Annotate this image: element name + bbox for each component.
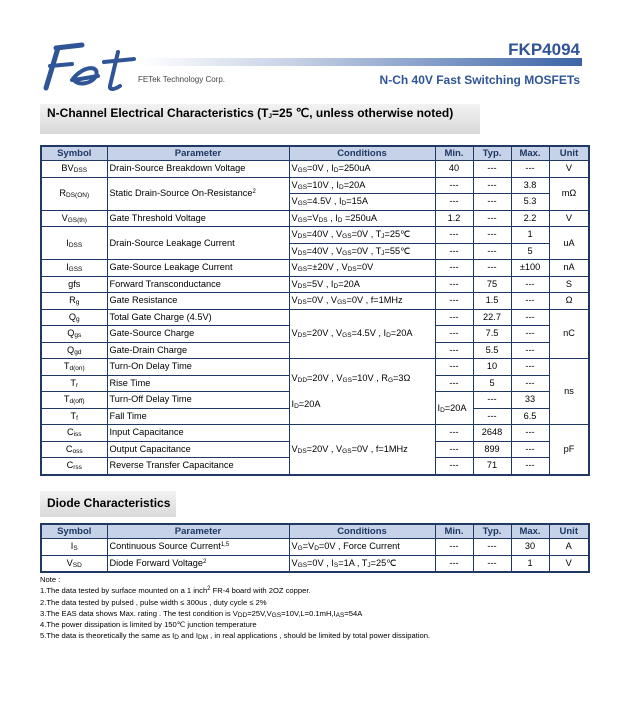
- min-cell: ---: [435, 539, 473, 556]
- unit-cell: V: [549, 555, 589, 572]
- min-cell: ---: [435, 177, 473, 194]
- parameter-cell: Static Drain-Source On-Resistance$^2$: [107, 177, 289, 210]
- parameter-cell: Rise Time: [107, 375, 289, 392]
- note-item: 3.The EAS data shows Max. rating . The test condition is $V_{DD}=25V,V_{GS}=10V,L=0.1mH,I_{AS}=54A$: [40, 608, 363, 619]
- parameter-cell: Fall Time: [107, 408, 289, 425]
- parameter-cell: Output Capacitance: [107, 441, 289, 458]
- table-row: [41, 276, 589, 293]
- typ-cell: 75: [473, 276, 511, 293]
- min-cell: 1.2: [435, 210, 473, 227]
- min-cell: ---: [435, 243, 473, 260]
- max-cell: 1: [511, 227, 549, 244]
- conditions-cell: $V_{GS}=\pm 20V$ , $V_{DS}=0V$: [289, 260, 435, 277]
- conditions-cell: $V_{DS}=20V$ , $V_{GS}=4.5V$ , $I_D=20A$: [289, 309, 435, 359]
- unit-cell: pF: [549, 425, 589, 475]
- symbol-cell: $Q_{gs}$: [41, 326, 107, 343]
- min-cell: 40: [435, 161, 473, 178]
- table-row: [41, 293, 589, 310]
- note-item: 2.The data tested by pulsed , pulse width ≤ 300us , duty cycle ≤ 2%: [40, 597, 267, 607]
- max-cell: ---: [511, 326, 549, 343]
- table-row: [41, 539, 589, 556]
- min-cell: ---: [435, 375, 473, 392]
- table-row: [41, 260, 589, 277]
- parameter-cell: Gate-Drain Charge: [107, 342, 289, 359]
- typ-cell: ---: [473, 539, 511, 556]
- symbol-cell: gfs: [41, 276, 107, 293]
- max-cell: ---: [511, 359, 549, 376]
- company-name: FETek Technology Corp.: [138, 75, 226, 84]
- table-row: [41, 359, 589, 376]
- conditions-cell: $V_{GS}=10V$ , $I_D=20A$: [289, 177, 435, 194]
- column-header: Unit: [549, 146, 589, 161]
- column-header: Max.: [511, 146, 549, 161]
- conditions-cell: $V_{DS}=40V$ , $V_{GS}=0V$ , $T_J=55℃$: [289, 243, 435, 260]
- unit-cell: A: [549, 539, 589, 556]
- min-cell: ---: [435, 276, 473, 293]
- device-subtitle: N-Ch 40V Fast Switching MOSFETs: [379, 73, 580, 87]
- parameter-cell: Input Capacitance: [107, 425, 289, 442]
- table-row: [41, 425, 589, 442]
- parameter-cell: Diode Forward Voltage$^2$: [107, 555, 289, 572]
- max-cell: 5: [511, 243, 549, 260]
- conditions-cell: $V_{GS}=4.5V$ , $I_D=15A$: [289, 194, 435, 211]
- electrical-section-title: N-Channel Electrical Characteristics ($T_J=25$ ℃, unless otherwise noted): [47, 106, 454, 120]
- max-cell: ±100: [511, 260, 549, 277]
- table-row: [41, 177, 589, 194]
- parameter-cell: Drain-Source Breakdown Voltage: [107, 161, 289, 178]
- typ-cell: ---: [473, 260, 511, 277]
- column-header: Unit: [549, 524, 589, 539]
- parameter-cell: Gate Threshold Voltage: [107, 210, 289, 227]
- parameter-cell: Continuous Source Current$^{1,5}$: [107, 539, 289, 556]
- symbol-cell: $Q_g$: [41, 309, 107, 326]
- electrical-characteristics-table: [40, 145, 590, 476]
- column-header: Parameter: [107, 146, 289, 161]
- part-number: FKP4094: [508, 40, 580, 59]
- max-cell: 1: [511, 555, 549, 572]
- note-item: 1.The data tested by surface mounted on a 1 inch$^2$ FR-4 board with 2OZ copper.: [40, 586, 311, 596]
- min-cell: ---: [435, 359, 473, 376]
- typ-cell: ---: [473, 161, 511, 178]
- note-item: 4.The power dissipation is limited by 150℃ junction temperature: [40, 620, 257, 630]
- conditions-cell: $V_{GS}=V_{DS}$ , $I_D =250uA$: [289, 210, 435, 227]
- symbol-cell: $R_g$: [41, 293, 107, 310]
- min-cell: ---: [435, 458, 473, 475]
- max-cell: ---: [511, 441, 549, 458]
- table-row: [41, 210, 589, 227]
- min-cell: ---: [435, 342, 473, 359]
- max-cell: 30: [511, 539, 549, 556]
- parameter-cell: Drain-Source Leakage Current: [107, 227, 289, 260]
- min-cell: ---: [435, 309, 473, 326]
- parameter-cell: Forward Transconductance: [107, 276, 289, 293]
- column-header: Min.: [435, 524, 473, 539]
- conditions-cell: $V_{DS}=0V$ , $V_{GS}=0V$ , f=1MHz: [289, 293, 435, 310]
- max-cell: ---: [511, 161, 549, 178]
- diode-section-title: Diode Characteristics: [47, 496, 171, 510]
- typ-cell: 6.5: [511, 408, 549, 425]
- conditions-cell: $V_{DS}=20V$ , $V_{GS}=0V$ , f=1MHz: [289, 425, 435, 475]
- max-cell: ---: [511, 375, 549, 392]
- max-cell: ---: [511, 309, 549, 326]
- conditions-cell: $V_{DS}=5V$ , $I_D=20A$: [289, 276, 435, 293]
- max-cell: ---: [511, 458, 549, 475]
- symbol-cell: $C_{rss}$: [41, 458, 107, 475]
- column-header: Conditions: [289, 146, 435, 161]
- parameter-cell: Gate-Source Charge: [107, 326, 289, 343]
- typ-cell: 2648: [473, 425, 511, 442]
- conditions-cell: $V_{DD}=20V$ , $V_{GS}=10V$ , $R_G=3\Omega$ $I_D=20A$: [289, 359, 435, 425]
- conditions-cell: $V_{GS}=0V$ , $I_D=250uA$: [289, 161, 435, 178]
- conditions-cell: $V_G=V_D=0V$ , Force Current: [289, 539, 435, 556]
- typ-cell: 5: [473, 375, 511, 392]
- conditions-cell: $V_{GS}=0V$ , $I_S=1A$ , $T_J=25℃$: [289, 555, 435, 572]
- parameter-cell: Turn-Off Delay Time: [107, 392, 289, 409]
- symbol-cell: $T_r$: [41, 375, 107, 392]
- symbol-cell: $C_{oss}$: [41, 441, 107, 458]
- note-item: 5.The data is theoretically the same as $I_D$ and $I_{DM}$ , in real applications , should be limited by total power dissipation.: [40, 631, 431, 642]
- typ-cell: ---: [473, 177, 511, 194]
- max-cell: ---: [511, 276, 549, 293]
- typ-cell: ---: [473, 555, 511, 572]
- symbol-cell: $V_{GS(th)}$: [41, 210, 107, 227]
- max-cell: 3.8: [511, 177, 549, 194]
- unit-cell: V: [549, 161, 589, 178]
- parameter-cell: Total Gate Charge (4.5V): [107, 309, 289, 326]
- max-cell: 2.2: [511, 210, 549, 227]
- conditions-cell: $V_{DS}=40V$ , $V_{GS}=0V$ , $T_J=25℃$: [289, 227, 435, 244]
- column-header: Max.: [511, 524, 549, 539]
- symbol-cell: $T_{d(off)}$: [41, 392, 107, 409]
- typ-cell: 899: [473, 441, 511, 458]
- min-cell: ---: [435, 441, 473, 458]
- max-cell: ---: [511, 342, 549, 359]
- min-cell: ---: [435, 425, 473, 442]
- symbol-cell: $T_{d(on)}$: [41, 359, 107, 376]
- table-row: [41, 555, 589, 572]
- typ-cell: ---: [473, 243, 511, 260]
- min-cell: ---: [435, 227, 473, 244]
- typ-cell: 7.5: [473, 326, 511, 343]
- min-cell: ---: [473, 408, 511, 425]
- symbol-cell: $I_{DSS}$: [41, 227, 107, 260]
- table-row: [41, 227, 589, 244]
- unit-cell: nC: [549, 309, 589, 359]
- symbol-cell: $BV_{DSS}$: [41, 161, 107, 178]
- symbol-cell: $Q_{gd}$: [41, 342, 107, 359]
- typ-cell: 1.5: [473, 293, 511, 310]
- typ-cell: 71: [473, 458, 511, 475]
- unit-cell: mΩ: [549, 177, 589, 210]
- column-header: Typ.: [473, 146, 511, 161]
- unit-cell: nA: [549, 260, 589, 277]
- unit-cell: S: [549, 276, 589, 293]
- parameter-cell: Reverse Transfer Capacitance: [107, 458, 289, 475]
- typ-cell: 5.5: [473, 342, 511, 359]
- min-cell: ---: [435, 326, 473, 343]
- max-cell: 5.3: [511, 194, 549, 211]
- typ-cell: 10: [473, 359, 511, 376]
- typ-cell: 22.7: [473, 309, 511, 326]
- column-header: Typ.: [473, 524, 511, 539]
- column-header: Min.: [435, 146, 473, 161]
- parameter-cell: Gate-Source Leakage Current: [107, 260, 289, 277]
- symbol-cell: $C_{iss}$: [41, 425, 107, 442]
- symbol-cell: $I_S$: [41, 539, 107, 556]
- max-cell: ---: [511, 293, 549, 310]
- notes-heading: Note :: [40, 575, 61, 584]
- unit-cell: uA: [549, 227, 589, 260]
- typ-cell: ---: [473, 227, 511, 244]
- min-cell: ---: [435, 293, 473, 310]
- min-cell: ---: [473, 392, 511, 409]
- symbol-cell: $V_{SD}$: [41, 555, 107, 572]
- conditions-cell: $I_D=20A$: [435, 392, 473, 425]
- table-row: [41, 161, 589, 178]
- column-header: Symbol: [41, 146, 107, 161]
- symbol-cell: $I_{GSS}$: [41, 260, 107, 277]
- symbol-cell: $T_f$: [41, 408, 107, 425]
- column-header: Conditions: [289, 524, 435, 539]
- typ-cell: ---: [473, 210, 511, 227]
- parameter-cell: Turn-On Delay Time: [107, 359, 289, 376]
- typ-cell: 33: [511, 392, 549, 409]
- fet-logo: [38, 42, 138, 94]
- min-cell: ---: [435, 194, 473, 211]
- column-header: Parameter: [107, 524, 289, 539]
- max-cell: ---: [511, 425, 549, 442]
- parameter-cell: Gate Resistance: [107, 293, 289, 310]
- table-row: [41, 309, 589, 326]
- min-cell: ---: [435, 555, 473, 572]
- unit-cell: Ω: [549, 293, 589, 310]
- typ-cell: ---: [473, 194, 511, 211]
- unit-cell: ns: [549, 359, 589, 425]
- symbol-cell: $R_{DS(ON)}$: [41, 177, 107, 210]
- notes-block: [40, 574, 430, 642]
- unit-cell: V: [549, 210, 589, 227]
- diode-characteristics-table: [40, 523, 590, 573]
- min-cell: ---: [435, 260, 473, 277]
- column-header: Symbol: [41, 524, 107, 539]
